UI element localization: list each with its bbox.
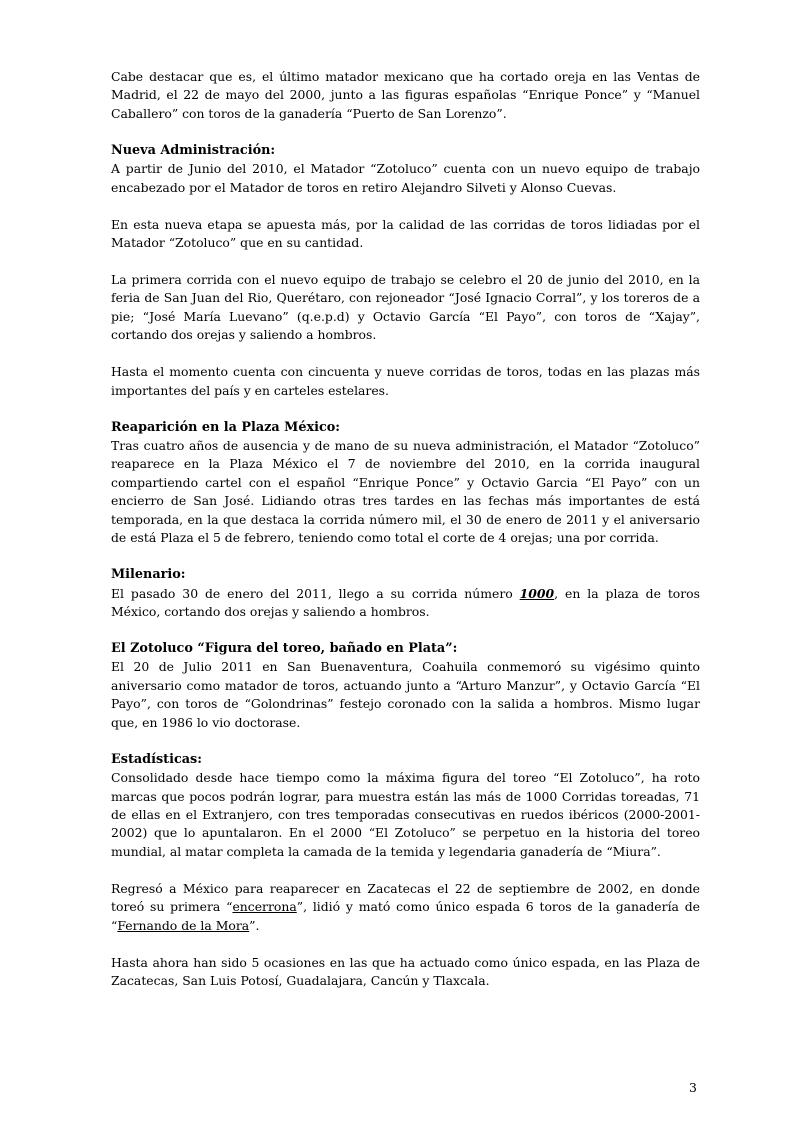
intro-paragraph: Cabe destacar que es, el último matador mexicano que ha cortado oreja en las Ventas de Madrid, el 22 de mayo del 2000, junto a las figuras españolas “Enrique Ponce” y “Manuel Caballero” con toros de la ganadería “Puerto de San Lorenzo”. [111, 69, 700, 121]
paragraph: A partir de Junio del 2010, el Matador “Zotoluco” cuenta con un nuevo equipo de trabajo encabezado por el Matador de toros en retiro Alejandro Silveti y Alonso Cuevas. [111, 161, 700, 195]
text: El pasado 30 de enero del 2011, llego a su corrida número [111, 585, 520, 601]
heading-estadisticas: Estadísticas: [111, 751, 202, 767]
closing-paragraph: Hasta ahora han sido 5 ocasiones en las que ha actuado como único espada, en las Plaza de Zacatecas, San Luis Potosí, Guadalajara, Cancún y Tlaxcala. [111, 954, 700, 989]
paragraph: El 20 de Julio 2011 en San Buenaventura, Coahuila conmemoró su vigésimo quinto aniversario como matador de toros, actuando junto a “Arturo Manzur”, y Octavio García “El Payo”, con toros de “Golondrinas” festejo coronado con la salida a hombros. Mismo lugar que, en 1986 lo vio doctorase. [111, 659, 700, 730]
paragraph: Consolidado desde hace tiempo como la máxima figura del toreo “El Zotoluco”, ha roto marcas que pocos podrán lograr, para muestra están las más de 1000 Corridas toreadas, 71 de ellas en el Extranjero, con tres temporadas consecutivas en ruedos ibéricos (2000-2001-2002) que lo apuntalaron. En el 2000 “El Zotoluco” se perpetuo en la historia del toreo mundial, al matar completa la camada de la temida y legendaria ganadería de “Miura”. [111, 770, 700, 859]
fernando-de-la-mora-link[interactable]: Fernando de la Mora [117, 917, 250, 933]
emphasis-1000: 1000 [519, 585, 555, 601]
page-number: 3 [689, 1080, 697, 1095]
heading-milenario: Milenario: [111, 567, 186, 583]
milenario-paragraph [111, 585, 700, 622]
encerrona-link[interactable]: encerrona [232, 899, 297, 915]
document-page [111, 68, 700, 991]
text: Regresó a México para reaparecer en Zacatecas el 22 de septiembre de 2002, en donde toreó su primera “ [111, 880, 700, 915]
text: , en la plaza de toros México, cortando dos orejas y saliendo a hombros. [111, 585, 700, 620]
text: ”, lidió y mató como único espada 6 toros de la ganadería de “ [111, 899, 700, 933]
paragraph: Hasta el momento cuenta con cincuenta y nueve corridas de toros, todas en las plazas más importantes del país y en carteles estelares. [111, 364, 700, 398]
regreso-paragraph [111, 880, 700, 935]
paragraph: En esta nueva etapa se apuesta más, por la calidad de las corridas de toros lidiadas por el Matador “Zotoluco” que en su cantidad. [111, 216, 700, 251]
paragraph: La primera corrida con el nuevo equipo de trabajo se celebro el 20 de junio del 2010, en la feria de San Juan del Rio, Querétaro, con rejoneador “José Ignacio Corral”, y los toreros de a pie; “José María Luevano” (q.e.p.d) y Octavio García “El Payo”, con toros de “Xajay”, cortando dos orejas y saliendo a hombros. [111, 271, 700, 343]
text: ”. [249, 917, 260, 933]
heading-reaparicion: Reaparición en la Plaza México: [111, 419, 341, 435]
paragraph: Tras cuatro años de ausencia y de mano de su nueva administración, el Matador “Zotoluco” reaparece en la Plaza México el 7 de noviembre del 2010, en la corrida inaugural compartiendo cartel con el español “Enrique Ponce” y Octavio Garcia “El Payo” con un encierro de San José. Lidiando otras tres tardes en las fechas más importantes de está temporada, en la que destaca la corrida número mil, el 30 de enero de 2011 y el aniversario de está Plaza el 5 de febrero, teniendo como total el corte de 4 orejas; una por corrida. [111, 437, 700, 546]
heading-nueva-administracion: Nueva Administración: [111, 142, 276, 158]
heading-figura-del-toreo: El Zotoluco “Figura del toreo, bañado en Plata”: [111, 640, 458, 656]
